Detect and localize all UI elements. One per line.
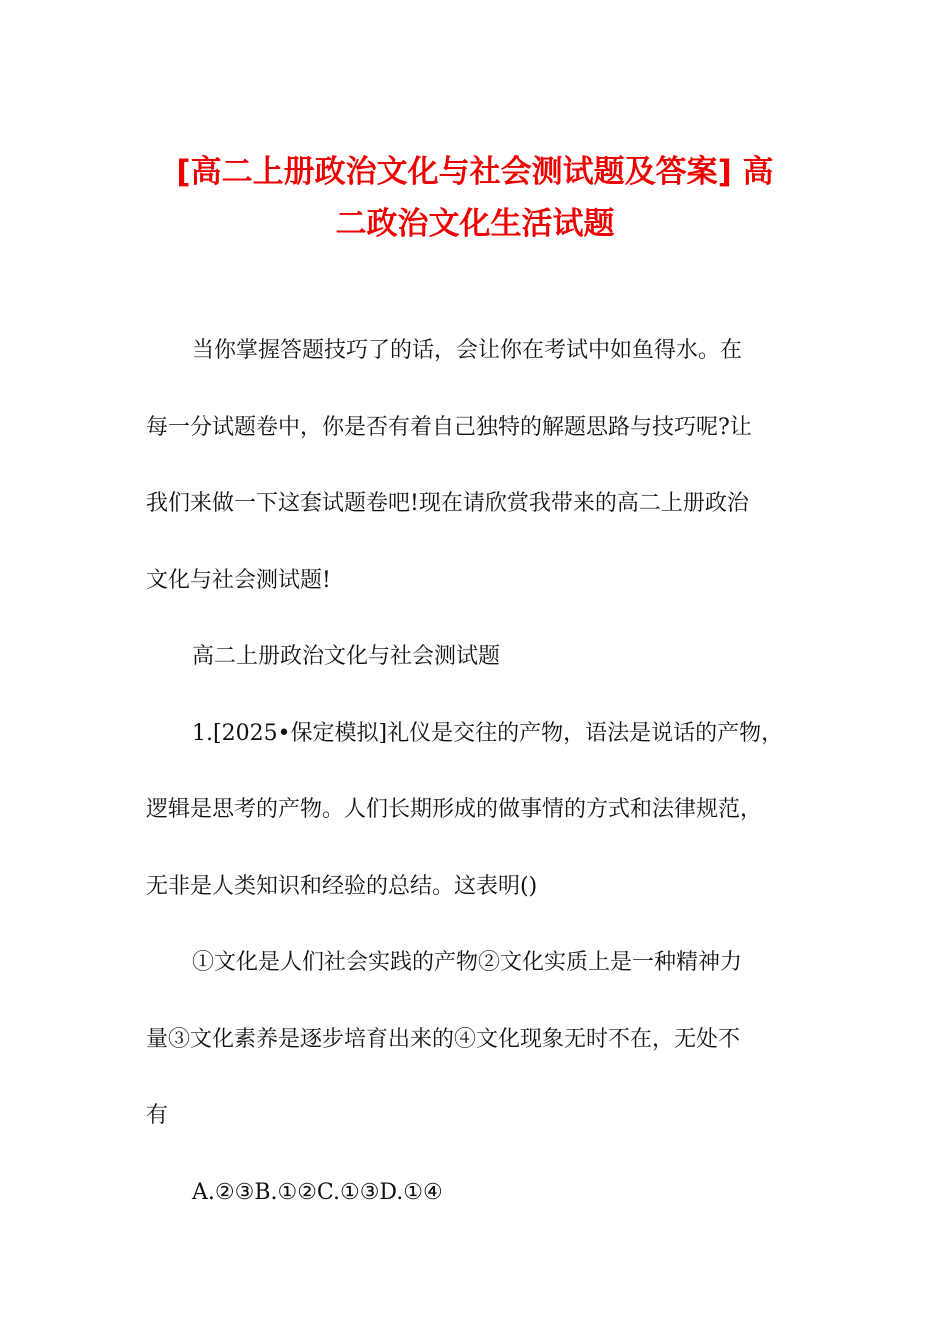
document-body xyxy=(146,324,826,1242)
title-line-2: 二政治文化生活试题 xyxy=(335,206,615,242)
intro-line-4: 文化与社会测试题! xyxy=(146,567,331,593)
intro-line-3: 我们来做一下这套试题卷吧!现在请欣赏我带来的高二上册政治 xyxy=(146,491,749,516)
intro-line-1: 当你掌握答题技巧了的话，会让你在考试中如鱼得水。在 xyxy=(192,338,743,363)
question-1-line-2: 逻辑是思考的产物。人们长期形成的做事情的方式和法律规范， xyxy=(146,797,763,822)
question-1-line-3: 无非是人类知识和经验的总结。这表明() xyxy=(146,873,538,899)
question-1-statements-line-3: 有 xyxy=(146,1103,169,1128)
section-heading: 高二上册政治文化与社会测试题 xyxy=(192,644,501,669)
intro-line-2: 每一分试题卷中，你是否有着自己独特的解题思路与技巧呢?让 xyxy=(146,414,752,440)
question-1-statements-line-2: 量③文化素养是逐步培育出来的④文化现象无时不在，无处不 xyxy=(146,1026,741,1052)
title-line-1: [高二上册政治文化与社会测试题及答案] 高 xyxy=(176,154,774,190)
question-1-line-1: 1.[2025•保定模拟]礼仪是交往的产物，语法是说话的产物， xyxy=(192,720,784,746)
document-title xyxy=(130,146,820,250)
question-1-options: A.②③B.①②C.①③D.①④ xyxy=(192,1179,443,1205)
question-1-statements-line-1: ①文化是人们社会实践的产物②文化实质上是一种精神力 xyxy=(192,950,743,975)
